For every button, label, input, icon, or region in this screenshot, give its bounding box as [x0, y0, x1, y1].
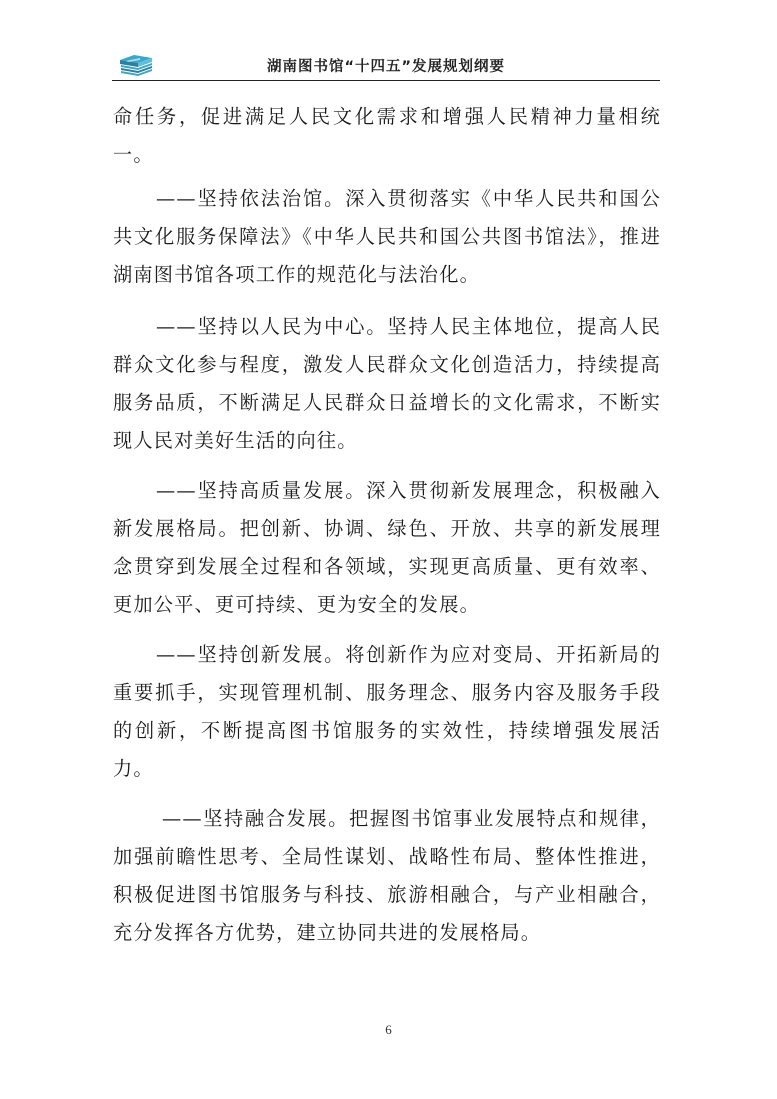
- document-running-title: 湖南图书馆“十四五”发展规划纲要: [266, 59, 506, 75]
- page-number: 6: [385, 1022, 392, 1037]
- paragraph-integration: ——坚持融合发展。把握图书馆事业发展特点和规律，加强前瞻性思考、全局性谋划、战略性布局、整体性推进，积极促进图书馆服务与科技、旅游相融合，与产业相融合，充分发挥各方优势，建立协同共进的发展格局。: [113, 807, 661, 944]
- header-divider: [112, 80, 660, 81]
- document-body: [113, 98, 661, 952]
- paragraph-innovation: ——坚持创新发展。将创新作为应对变局、开拓新局的重要抓手，实现管理机制、服务理念、服务内容及服务手段的创新，不断提高图书馆服务的实效性，持续增强发展活力。: [113, 643, 661, 780]
- paragraph-high-quality: ——坚持高质量发展。深入贯彻新发展理念，积极融入新发展格局。把创新、协调、绿色、开放、共享的新发展理念贯穿到发展全过程和各领域，实现更高质量、更有效率、更加公平、更可持续、更为安全的发展。: [113, 479, 661, 616]
- paragraph-people-centered: ——坚持以人民为中心。坚持人民主体地位，提高人民群众文化参与程度，激发人民群众文化创造活力，持续提高服务品质，不断满足人民群众日益增长的文化需求，不断实现人民对美好生活的向往。: [113, 315, 661, 452]
- paragraph-continuation: 命任务，促进满足人民文化需求和增强人民精神力量相统一。: [113, 105, 661, 166]
- running-header: [112, 46, 660, 82]
- paragraph-rule-of-law: ——坚持依法治馆。深入贯彻落实《中华人民共和国公共文化服务保障法》《中华人民共和国公共图书馆法》，推进湖南图书馆各项工作的规范化与法治化。: [113, 187, 661, 286]
